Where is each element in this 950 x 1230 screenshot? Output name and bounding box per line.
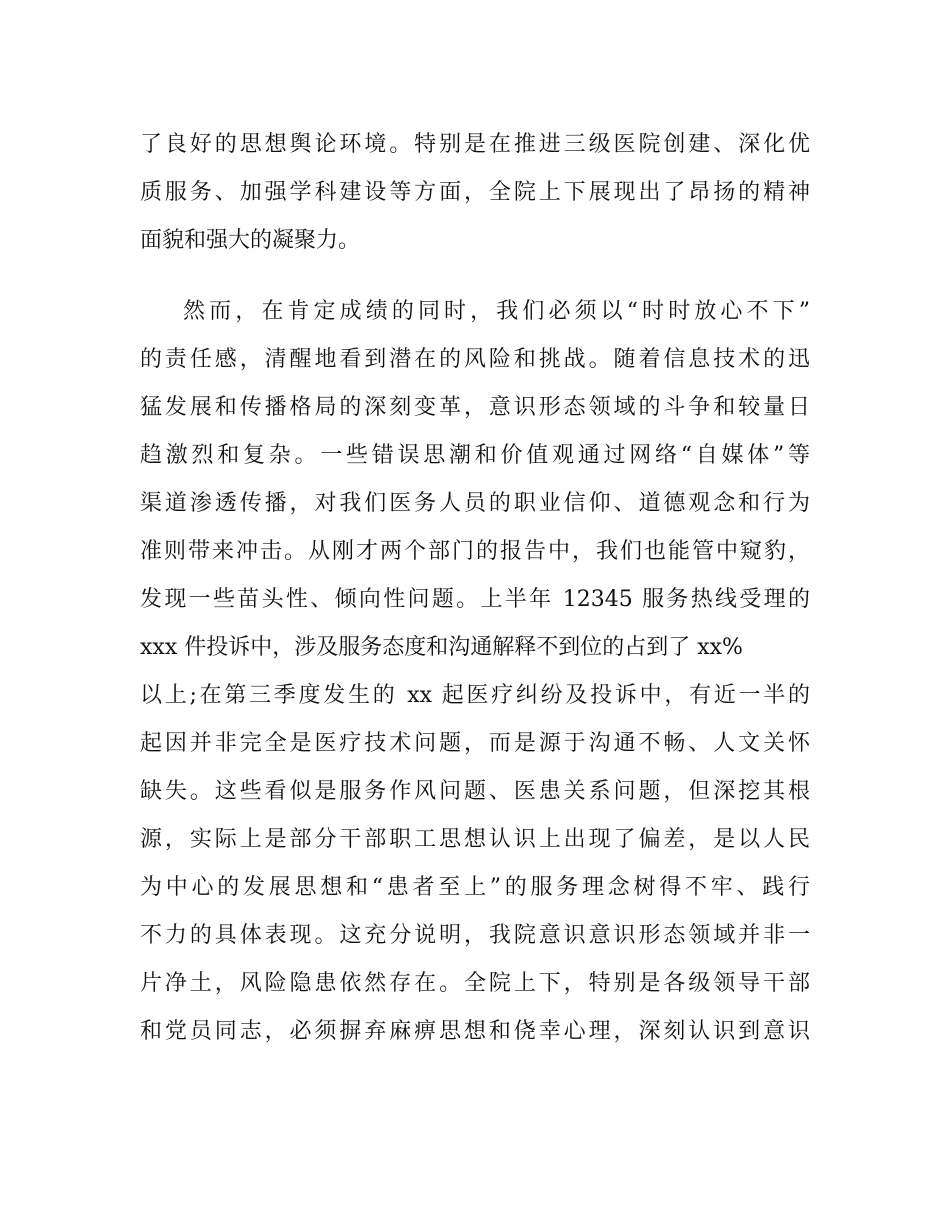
- text-line: 的责任感，清醒地看到潜在的风险和挑战。随着信息技术的迅: [140, 347, 810, 372]
- text-line: 源，实际上是部分干部职工思想认识上出现了偏差，是以人民: [140, 827, 810, 852]
- text-line: 渠道渗透传播，对我们医务人员的职业信仰、道德观念和行为: [140, 491, 810, 516]
- text-line: 为中心的发展思想和“患者至上”的服务理念树得不牢、践行: [140, 875, 810, 900]
- text-line: 猛发展和传播格局的深刻变革，意识形态领域的斗争和较量日: [140, 395, 810, 420]
- text-line: 准则带来冲击。从刚才两个部门的报告中，我们也能管中窥豹，: [140, 539, 810, 564]
- text-line: 发现一些苗头性、倾向性问题。上半年 12345 服务热线受理的: [140, 587, 810, 612]
- text-line: 以上;在第三季度发生的 xx 起医疗纠纷及投诉中，有近一半的: [140, 683, 810, 708]
- text-line: 片净土，风险隐患依然存在。全院上下，特别是各级领导干部: [140, 971, 810, 996]
- text-line: 趋激烈和复杂。一些错误思潮和价值观通过网络“自媒体”等: [140, 443, 810, 468]
- text-line: 和党员同志，必须摒弃麻痹思想和侥幸心理，深刻认识到意识: [140, 1019, 810, 1044]
- text-line: 面貌和强大的凝聚力。: [140, 228, 361, 253]
- text-line: 质服务、加强学科建设等方面，全院上下展现出了昂扬的精神: [140, 180, 810, 205]
- text-line: 不力的具体表现。这充分说明，我院意识意识形态领域并非一: [140, 923, 810, 948]
- text-line: xxx 件投诉中，涉及服务态度和沟通解释不到位的占到了 xx%: [140, 635, 743, 660]
- text-line: 缺失。这些看似是服务作风问题、医患关系问题，但深挖其根: [140, 779, 810, 804]
- text-line: 起因并非完全是医疗技术问题，而是源于沟通不畅、人文关怀: [140, 731, 810, 756]
- text-line: 了良好的思想舆论环境。特别是在推进三级医院创建、深化优: [140, 132, 810, 157]
- text-line: 然而，在肯定成绩的同时，我们必须以“时时放心不下”: [183, 299, 810, 324]
